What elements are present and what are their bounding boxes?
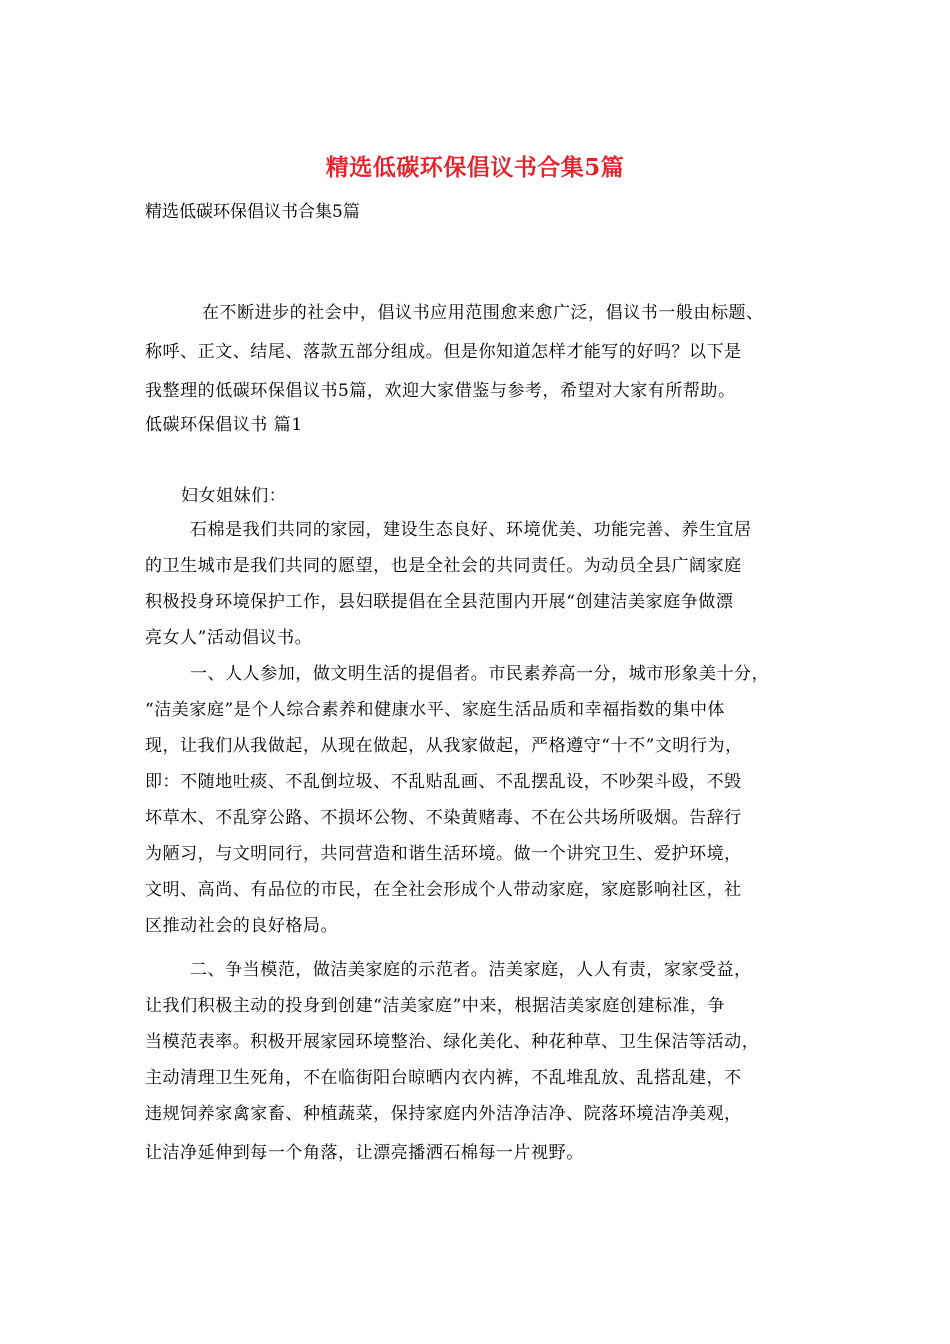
paragraph-line: 当模范表率。积极开展家园环境整治、绿化美化、种花种草、卫生保洁等活动，: [145, 1032, 760, 1052]
paragraph-line: 二、争当模范，做洁美家庭的示范者。洁美家庭，人人有责，家家受益，: [190, 960, 752, 980]
paragraph-line: 石棉是我们共同的家园，建设生态良好、环境优美、功能完善、养生宜居: [190, 520, 752, 540]
paragraph-line: “洁美家庭”是个人综合素养和健康水平、家庭生活品质和幸福指数的集中体: [145, 700, 726, 720]
paragraph-line: 让洁净延伸到每一个角落，让漂亮播洒石棉每一片视野。: [145, 1143, 584, 1163]
document-title: 精选低碳环保倡议书合集5篇: [325, 154, 625, 181]
paragraph-line: 为陋习，与文明同行，共同营造和谐生活环境。做一个讲究卫生、爱护环境，: [145, 844, 742, 864]
paragraph-line: 的卫生城市是我们共同的愿望，也是全社会的共同责任。为动员全县广阔家庭: [145, 556, 742, 576]
section-heading: 低碳环保倡议书 篇1: [145, 415, 303, 435]
document-subtitle: 精选低碳环保倡议书合集5篇: [145, 202, 360, 222]
intro-line: 我整理的低碳环保倡议书5篇，欢迎大家借鉴与参考，希望对大家有所帮助。: [145, 381, 736, 401]
paragraph-line: 让我们积极主动的投身到创建“洁美家庭”中来，根据洁美家庭创建标准，争: [145, 996, 726, 1016]
paragraph-line: 文明、高尚、有品位的市民，在全社会形成个人带动家庭，家庭影响社区，社: [145, 880, 742, 900]
paragraph-line: 主动清理卫生死角，不在临街阳台晾晒内衣内裤，不乱堆乱放、乱搭乱建，不: [145, 1068, 742, 1088]
paragraph-line: 现，让我们从我做起，从现在做起，从我家做起，严格遵守“十不”文明行为，: [145, 736, 743, 756]
intro-line: 称呼、正文、结尾、落款五部分组成。但是你知道怎样才能写的好吗？以下是: [145, 342, 742, 362]
salutation: 妇女姐妹们：: [181, 486, 287, 506]
paragraph-line: 即：不随地吐痰、不乱倒垃圾、不乱贴乱画、不乱摆乱设，不吵架斗殴，不毁: [145, 772, 742, 792]
paragraph-line: 一、人人参加，做文明生活的提倡者。市民素养高一分，城市形象美十分，: [190, 664, 770, 684]
paragraph-line: 积极投身环境保护工作，县妇联提倡在全县范围内开展“创建洁美家庭争做漂: [145, 592, 734, 612]
paragraph-line: 亮女人”活动倡议书。: [145, 628, 313, 648]
paragraph-line: 违规饲养家禽家畜、种植蔬菜，保持家庭内外洁净洁净、院落环境洁净美观，: [145, 1104, 742, 1124]
intro-line: 在不断进步的社会中，倡议书应用范围愈来愈广泛，倡议书一般由标题、: [202, 303, 764, 323]
paragraph-line: 坏草木、不乱穿公路、不损坏公物、不染黄赌毒、不在公共场所吸烟。告辞行: [145, 808, 742, 828]
paragraph-line: 区推动社会的良好格局。: [145, 916, 339, 936]
